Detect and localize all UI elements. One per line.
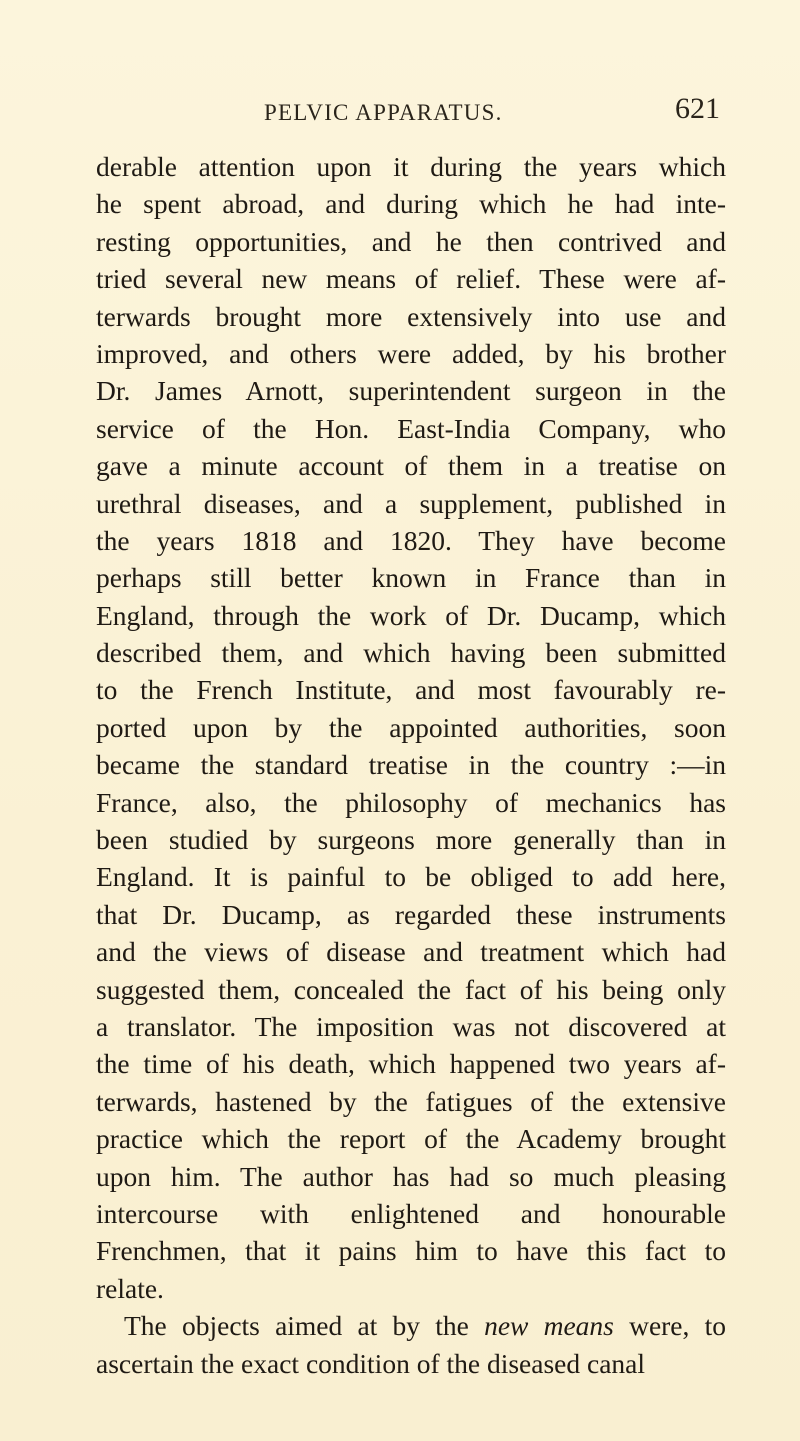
running-head-title: PELVIC APPARATUS. [264, 100, 503, 125]
text-line: a translator. The imposition was not discovered at [96, 1010, 726, 1042]
text-line: England, through the work of Dr. Ducamp, which [96, 599, 726, 631]
text-line: terwards brought more extensively into use and [96, 300, 726, 332]
text-line: urethral diseases, and a supplement, published in [96, 487, 726, 519]
text-line: relate. [96, 1272, 164, 1304]
text-line: resting opportunities, and he then contrived and [96, 225, 726, 257]
text-line: upon him. The author has had so much pleasing [96, 1160, 726, 1192]
text-line: the years 1818 and 1820. They have become [96, 524, 726, 556]
text-line: terwards, hastened by the fatigues of the extensive [96, 1085, 726, 1117]
text-line: service of the Hon. East-India Company, who [96, 412, 726, 444]
text-line: improved, and others were added, by his brother [96, 337, 726, 369]
text-line: described them, and which having been submitted [96, 637, 726, 669]
text-line: that Dr. Ducamp, as regarded these instruments [96, 898, 726, 930]
text-line: gave a minute account of them in a treatise on [96, 450, 726, 482]
paragraph-start-line [96, 1307, 726, 1344]
text-line: France, also, the philosophy of mechanics has [96, 786, 726, 818]
text-line: he spent abroad, and during which he had inte- [96, 188, 726, 220]
paragraph-start-text: The objects aimed at by the [124, 1310, 469, 1342]
text-line: and the views of disease and treatment which had [96, 936, 726, 968]
text-line: derable attention upon it during the years which [96, 151, 726, 182]
text-line: intercourse with enlightened and honourable [96, 1197, 726, 1229]
body-text [96, 148, 726, 1382]
text-line: England. It is painful to be obliged to add here, [96, 861, 726, 893]
running-head [88, 92, 720, 132]
text-line: Dr. James Arnott, superintendent surgeon in the [96, 375, 726, 407]
text-line: suggested them, concealed the fact of his being only [96, 973, 726, 1005]
text-line: tried several new means of relief. These were af- [96, 263, 726, 295]
italic-phrase: new means [484, 1310, 614, 1342]
text-line: perhaps still better known in France than in [96, 562, 726, 594]
page-number: 621 [675, 92, 720, 125]
text-line: been studied by surgeons more generally than in [96, 824, 726, 856]
text-line: became the standard treatise in the country :—in [96, 749, 726, 781]
text-line: ascertain the exact condition of the diseased canal [96, 1347, 645, 1379]
text-line: practice which the report of the Academy brought [96, 1123, 726, 1155]
text-line: ported upon by the appointed authorities, soon [96, 711, 726, 743]
paragraph-start-tail: were, to [629, 1310, 726, 1342]
text-line: Frenchmen, that it pains him to have this fact to [96, 1235, 726, 1267]
text-line: the time of his death, which happened two years af- [96, 1048, 726, 1080]
text-line: to the French Institute, and most favourably re- [96, 674, 726, 706]
